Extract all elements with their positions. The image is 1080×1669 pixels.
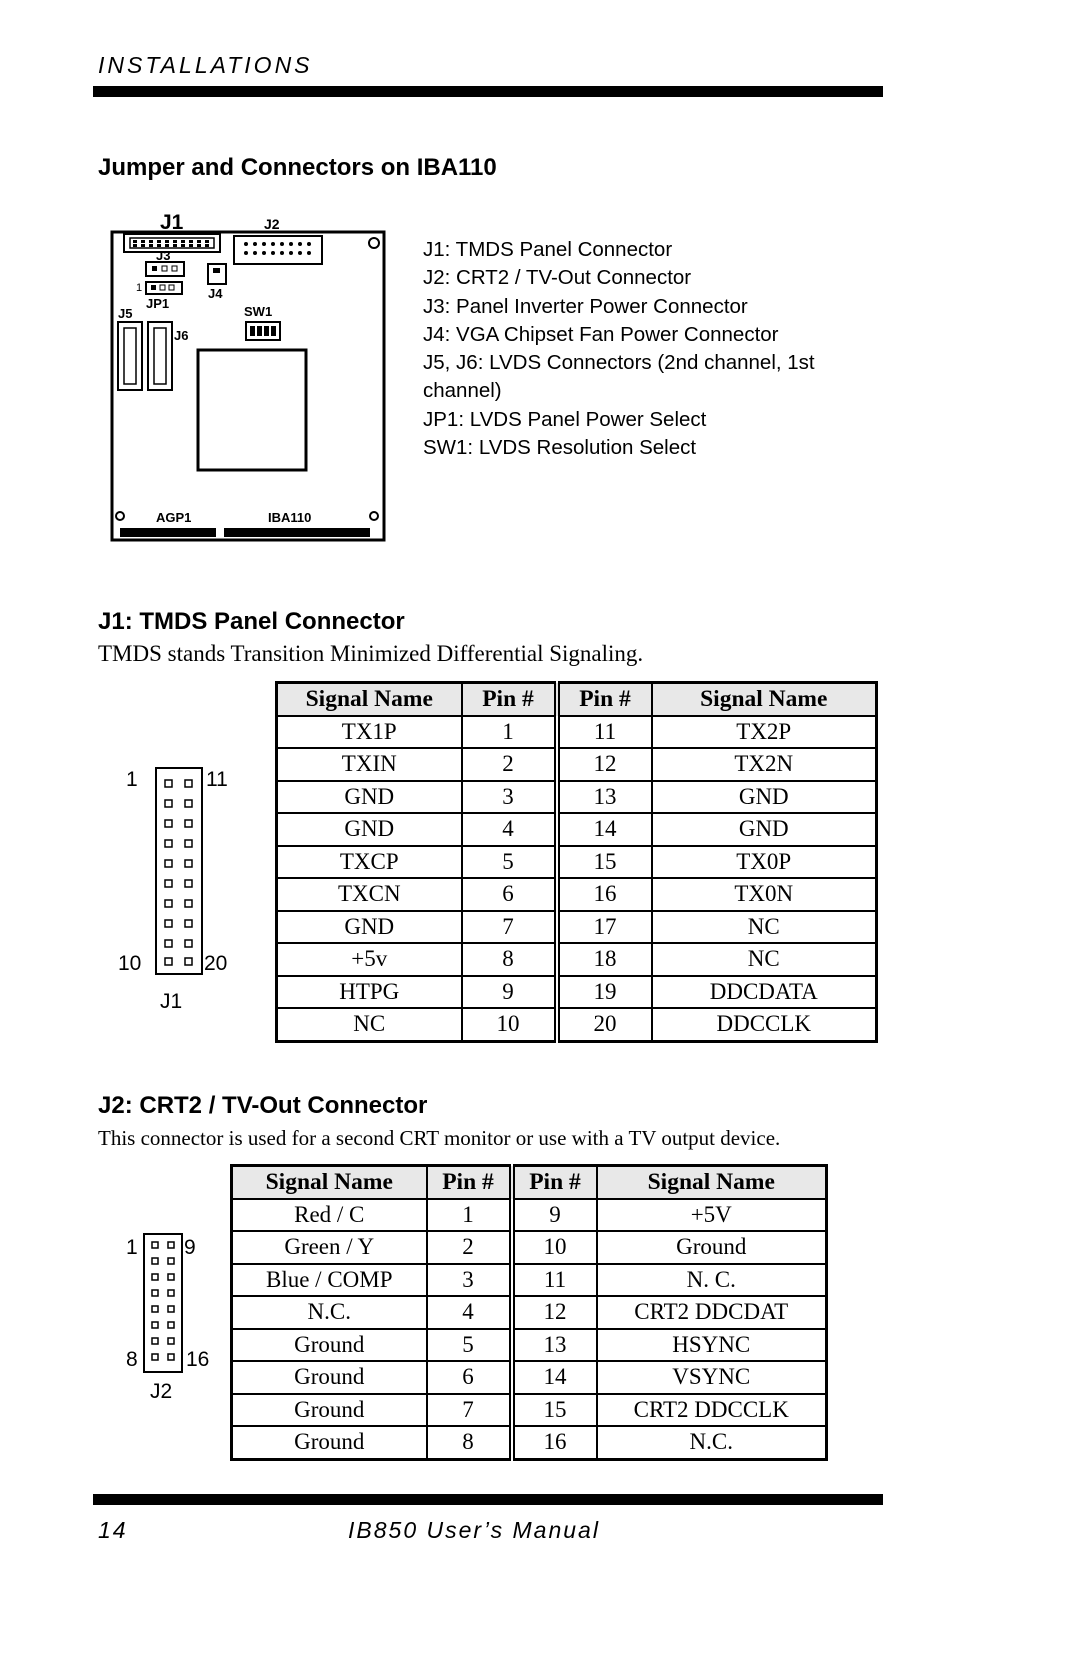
table-row (277, 1008, 877, 1041)
table-cell: 14 (557, 813, 652, 846)
table-cell: 16 (557, 878, 652, 911)
j2-pin-label-9: 9 (184, 1236, 196, 1259)
table-cell: 16 (512, 1426, 597, 1459)
column-header: Pin # (557, 683, 652, 716)
column-header: Signal Name (652, 683, 877, 716)
table-cell: NC (652, 911, 877, 944)
table-cell: 9 (462, 976, 557, 1009)
table-row (277, 781, 877, 814)
label-iba110: IBA110 (268, 510, 312, 525)
legend-item: J3: Panel Inverter Power Connector (423, 294, 748, 318)
connector-legend (423, 236, 863, 462)
table-cell: 3 (462, 781, 557, 814)
table-cell: Ground (232, 1361, 427, 1394)
running-header: INSTALLATIONS (98, 52, 313, 78)
manual-title: IB850 User’s Manual (348, 1517, 600, 1543)
table-cell: 2 (462, 748, 557, 781)
table-cell: 13 (512, 1329, 597, 1362)
j2-diagram-name: J2 (150, 1380, 173, 1403)
table-cell: 10 (462, 1008, 557, 1041)
j1-pin-label-10: 10 (118, 952, 142, 975)
table-cell: NC (652, 943, 877, 976)
table-row (232, 1231, 827, 1264)
table-cell: 3 (427, 1264, 512, 1297)
j2-section-title: J2: CRT2 / TV-Out Connector (98, 1092, 428, 1119)
table-row (277, 976, 877, 1009)
table-cell: GND (277, 813, 462, 846)
table-cell: Red / C (232, 1199, 427, 1232)
table-cell: Ground (232, 1329, 427, 1362)
table-cell: 20 (557, 1008, 652, 1041)
table-cell: HSYNC (597, 1329, 827, 1362)
j2-pinout-table (230, 1164, 828, 1461)
j2-pin-label-8: 8 (126, 1348, 138, 1371)
table-cell: 14 (512, 1361, 597, 1394)
table-cell: 18 (557, 943, 652, 976)
table-row (277, 878, 877, 911)
table-row (232, 1199, 827, 1232)
legend-item: JP1: LVDS Panel Power Select (423, 407, 707, 431)
table-cell: 9 (512, 1199, 597, 1232)
table-cell: 11 (557, 716, 652, 749)
column-header: Pin # (462, 683, 557, 716)
table-cell: 17 (557, 911, 652, 944)
table-cell: TXCP (277, 846, 462, 879)
table-cell: N. C. (597, 1264, 827, 1297)
table-cell: NC (277, 1008, 462, 1041)
table-cell: VSYNC (597, 1361, 827, 1394)
table-cell: 11 (512, 1264, 597, 1297)
j1-pin-label-1: 1 (126, 768, 138, 791)
table-row (232, 1296, 827, 1329)
table-cell: 5 (427, 1329, 512, 1362)
legend-item: J2: CRT2 / TV-Out Connector (423, 266, 692, 290)
column-header: Pin # (512, 1166, 597, 1199)
table-row (232, 1394, 827, 1427)
j1-description: TMDS stands Transition Minimized Differential Signaling. (98, 641, 644, 666)
j1-section-title: J1: TMDS Panel Connector (98, 608, 405, 635)
j1-diagram-name: J1 (160, 990, 183, 1013)
j2-pin-label-16: 16 (186, 1348, 210, 1371)
label-jp1: JP1 (146, 296, 170, 311)
table-cell: Blue / COMP (232, 1264, 427, 1297)
table-cell: 6 (427, 1361, 512, 1394)
label-j6: J6 (174, 328, 189, 343)
column-header: Signal Name (277, 683, 462, 716)
table-cell: 12 (512, 1296, 597, 1329)
table-cell: 12 (557, 748, 652, 781)
table-cell: TX0P (652, 846, 877, 879)
table-cell: GND (277, 911, 462, 944)
footer-rule (93, 1494, 883, 1505)
table-row (232, 1361, 827, 1394)
table-cell: 1 (462, 716, 557, 749)
table-cell: 4 (427, 1296, 512, 1329)
table-row (277, 943, 877, 976)
table-cell: Ground (232, 1426, 427, 1459)
j2-pin-label-1: 1 (126, 1236, 138, 1259)
table-cell: DDCCLK (652, 1008, 877, 1041)
table-cell: N.C. (597, 1426, 827, 1459)
board-section-title: Jumper and Connectors on IBA110 (98, 154, 497, 181)
page-number: 14 (98, 1517, 128, 1543)
j1-pinout-table (275, 681, 878, 1043)
table-cell: CRT2 DDCCLK (597, 1394, 827, 1427)
j2-description: This connector is used for a second CRT monitor or use with a TV output device. (98, 1126, 781, 1150)
table-cell: TX2P (652, 716, 877, 749)
table-cell: 15 (512, 1394, 597, 1427)
j1-pin-label-20: 20 (204, 952, 228, 975)
legend-item: J5, J6: LVDS Connectors (2nd channel, 1st channel) (423, 351, 815, 403)
j1-pin-label-11: 11 (206, 768, 228, 791)
table-cell: 13 (557, 781, 652, 814)
table-cell: CRT2 DDCDAT (597, 1296, 827, 1329)
table-cell: TXCN (277, 878, 462, 911)
column-header: Pin # (427, 1166, 512, 1199)
header-rule (93, 86, 883, 97)
table-row (277, 911, 877, 944)
table-cell: DDCDATA (652, 976, 877, 1009)
table-cell: TX2N (652, 748, 877, 781)
table-cell: 8 (427, 1426, 512, 1459)
table-cell: GND (652, 781, 877, 814)
label-j1: J1 (160, 211, 184, 234)
table-cell: 7 (427, 1394, 512, 1427)
label-j3: J3 (156, 248, 171, 263)
column-header: Signal Name (232, 1166, 427, 1199)
table-header-row (232, 1166, 827, 1199)
label-agp1: AGP1 (156, 510, 192, 525)
table-row (232, 1329, 827, 1362)
table-row (232, 1426, 827, 1459)
label-jp1-pin: 1 (136, 282, 143, 294)
table-cell: HTPG (277, 976, 462, 1009)
table-row (232, 1264, 827, 1297)
table-cell: 6 (462, 878, 557, 911)
table-row (277, 846, 877, 879)
table-cell: 5 (462, 846, 557, 879)
table-cell: 8 (462, 943, 557, 976)
j2-pin-header-diagram (142, 1232, 184, 1374)
table-cell: 7 (462, 911, 557, 944)
table-cell: 10 (512, 1231, 597, 1264)
table-cell: TX1P (277, 716, 462, 749)
table-row (277, 813, 877, 846)
j1-pin-header-diagram (154, 766, 204, 976)
table-cell: +5V (597, 1199, 827, 1232)
table-row (277, 748, 877, 781)
table-cell: 4 (462, 813, 557, 846)
label-j2: J2 (264, 216, 280, 232)
table-cell: 1 (427, 1199, 512, 1232)
column-header: Signal Name (597, 1166, 827, 1199)
table-cell: Ground (597, 1231, 827, 1264)
table-row (277, 716, 877, 749)
legend-item: SW1: LVDS Resolution Select (423, 436, 697, 460)
table-cell: TX0N (652, 878, 877, 911)
table-cell: GND (277, 781, 462, 814)
table-cell: 19 (557, 976, 652, 1009)
table-cell: +5v (277, 943, 462, 976)
label-j4: J4 (208, 286, 223, 301)
table-cell: GND (652, 813, 877, 846)
label-sw1: SW1 (244, 304, 273, 319)
table-cell: Green / Y (232, 1231, 427, 1264)
label-j5: J5 (118, 306, 133, 321)
table-cell: N.C. (232, 1296, 427, 1329)
table-cell: 2 (427, 1231, 512, 1264)
board-layout-diagram (108, 210, 398, 542)
legend-item: J4: VGA Chipset Fan Power Connector (423, 322, 779, 346)
table-cell: 15 (557, 846, 652, 879)
legend-item: J1: TMDS Panel Connector (423, 238, 673, 261)
table-cell: TXIN (277, 748, 462, 781)
table-cell: Ground (232, 1394, 427, 1427)
table-header-row (277, 683, 877, 716)
